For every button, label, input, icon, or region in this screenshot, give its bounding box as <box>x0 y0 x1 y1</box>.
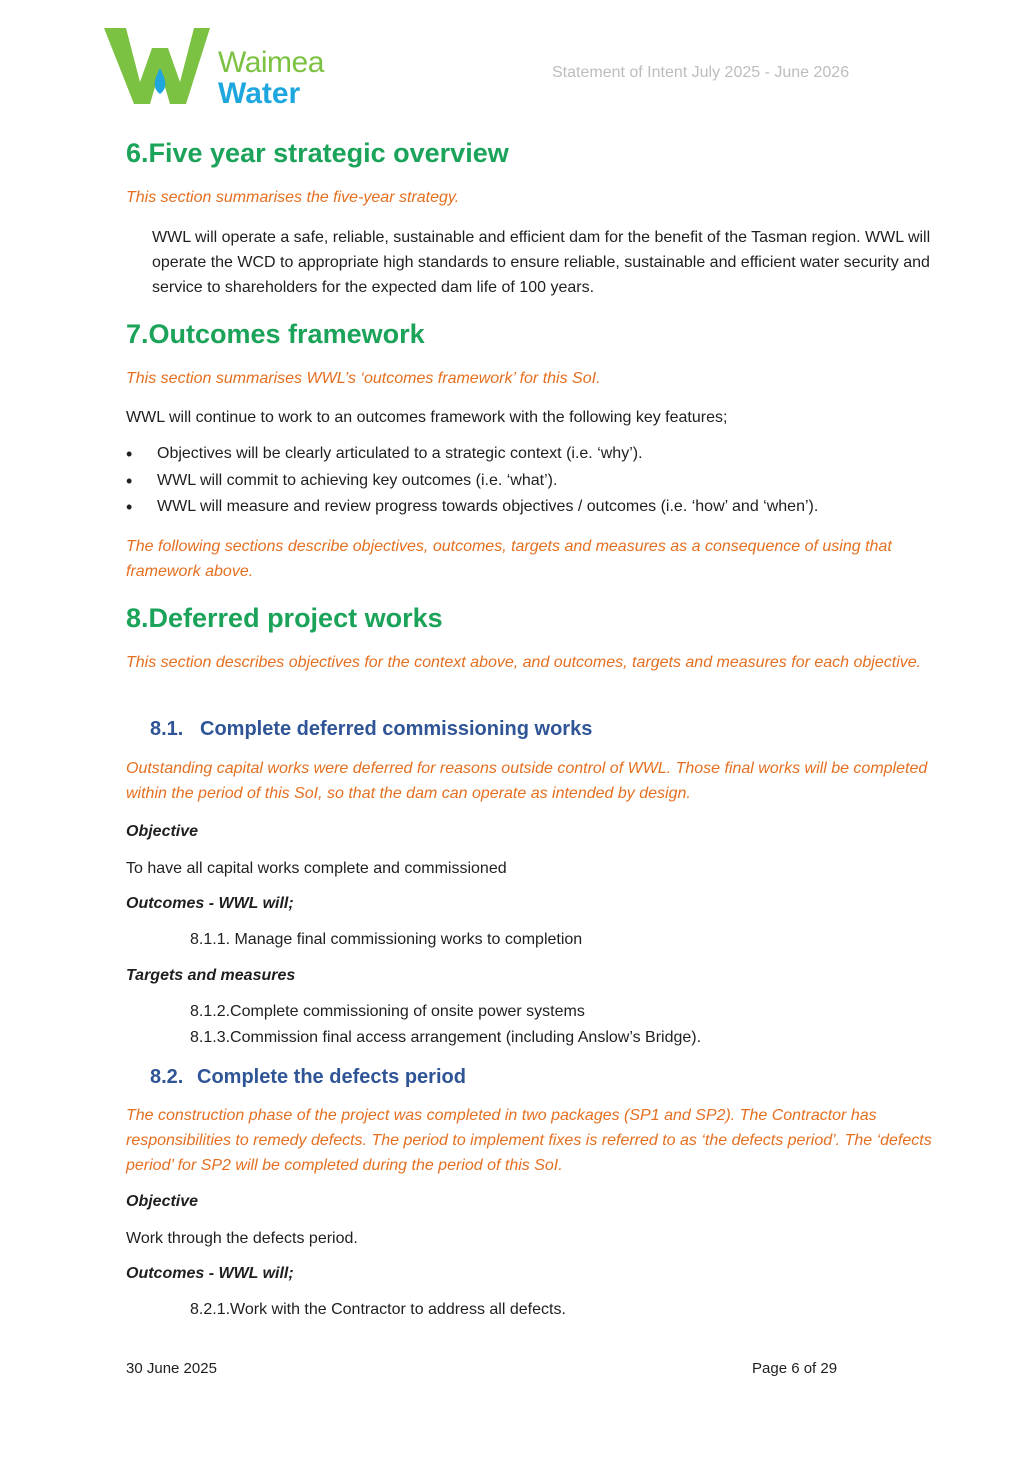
section-8-heading: 8.Deferred project works <box>126 603 443 633</box>
objective-label: Objective <box>126 1193 199 1210</box>
target-item-8-1-3: 8.1.3.Commission final access arrangement (including Anslow’s Bridge). <box>190 1029 702 1046</box>
footer-date: 30 June 2025 <box>126 1360 217 1377</box>
document-title-header: Statement of Intent July 2025 - June 2026 <box>552 64 850 81</box>
objective-text: Work through the defects period. <box>126 1230 358 1247</box>
section-7-bullet-list <box>126 441 946 521</box>
section-7-guidance: This section summarises WWL’s ‘outcomes framework’ for this SoI. <box>126 370 601 387</box>
target-item-8-1-2: 8.1.2.Complete commissioning of onsite power systems <box>190 1003 585 1020</box>
logo-text-waimea: Waimea <box>218 46 324 79</box>
outcome-item-8-2-1: 8.2.1.Work with the Contractor to address all defects. <box>190 1301 566 1318</box>
logo-w-mark-icon <box>100 24 220 110</box>
subsection-title: Complete deferred commissioning works <box>200 718 593 740</box>
subsection-title: Complete the defects period <box>197 1066 466 1088</box>
list-item: • WWL will measure and review progress towards objectives / outcomes (i.e. ‘how’ and ‘when’). <box>126 494 946 521</box>
subsection-8-1-heading <box>150 716 592 742</box>
section-7-intro: WWL will continue to work to an outcomes framework with the following key features; <box>126 409 728 426</box>
list-item: • WWL will commit to achieving key outcomes (i.e. ‘what’). <box>126 468 946 495</box>
section-8-guidance: This section describes objectives for the context above, and outcomes, targets and measures for each objective. <box>126 654 922 671</box>
waimea-water-logo <box>100 24 340 110</box>
section-7-guidance-2: The following sections describe objectives, outcomes, targets and measures as a consequence of using that framework above. <box>126 538 892 580</box>
outcomes-label: Outcomes - WWL will; <box>126 1265 294 1282</box>
section-6-paragraph: WWL will operate a safe, reliable, sustainable and efficient dam for the benefit of the Tasman region. WWL will operate the WCD to appropriate high standards to ensure reliable, sustainable and efficient water security and service to shareholders for the expected dam life of 100 years. <box>152 229 931 296</box>
outcome-item-8-1-1: 8.1.1. Manage final commissioning works to completion <box>190 931 583 948</box>
targets-label: Targets and measures <box>126 967 296 984</box>
subsection-number: 8.1. <box>150 718 184 740</box>
subsection-8-2-heading <box>150 1064 466 1090</box>
subsection-8-1-guidance: Outstanding capital works were deferred for reasons outside control of WWL. Those final works will be completed within the period of this SoI, so that the dam can operate as intended by design. <box>126 760 928 802</box>
section-6-guidance: This section summarises the five-year strategy. <box>126 189 460 206</box>
list-item: • Objectives will be clearly articulated to a strategic context (i.e. ‘why’). <box>126 441 946 468</box>
section-6-heading: 6.Five year strategic overview <box>126 138 509 168</box>
logo-text-water: Water <box>218 77 301 110</box>
outcomes-label: Outcomes - WWL will; <box>126 895 294 912</box>
objective-label: Objective <box>126 823 199 840</box>
objective-text: To have all capital works complete and commissioned <box>126 860 507 877</box>
section-7-heading: 7.Outcomes framework <box>126 319 425 349</box>
subsection-8-2-guidance: The construction phase of the project was completed in two packages (SP1 and SP2). The Contractor has responsibilities to remedy defects. The period to implement fixes is referred to as ‘the defects period’. The ‘defects period’ for SP2 will be completed during the period of this SoI. <box>126 1107 932 1174</box>
footer-page-number: Page 6 of 29 <box>752 1360 838 1377</box>
subsection-number: 8.2. <box>150 1066 184 1088</box>
